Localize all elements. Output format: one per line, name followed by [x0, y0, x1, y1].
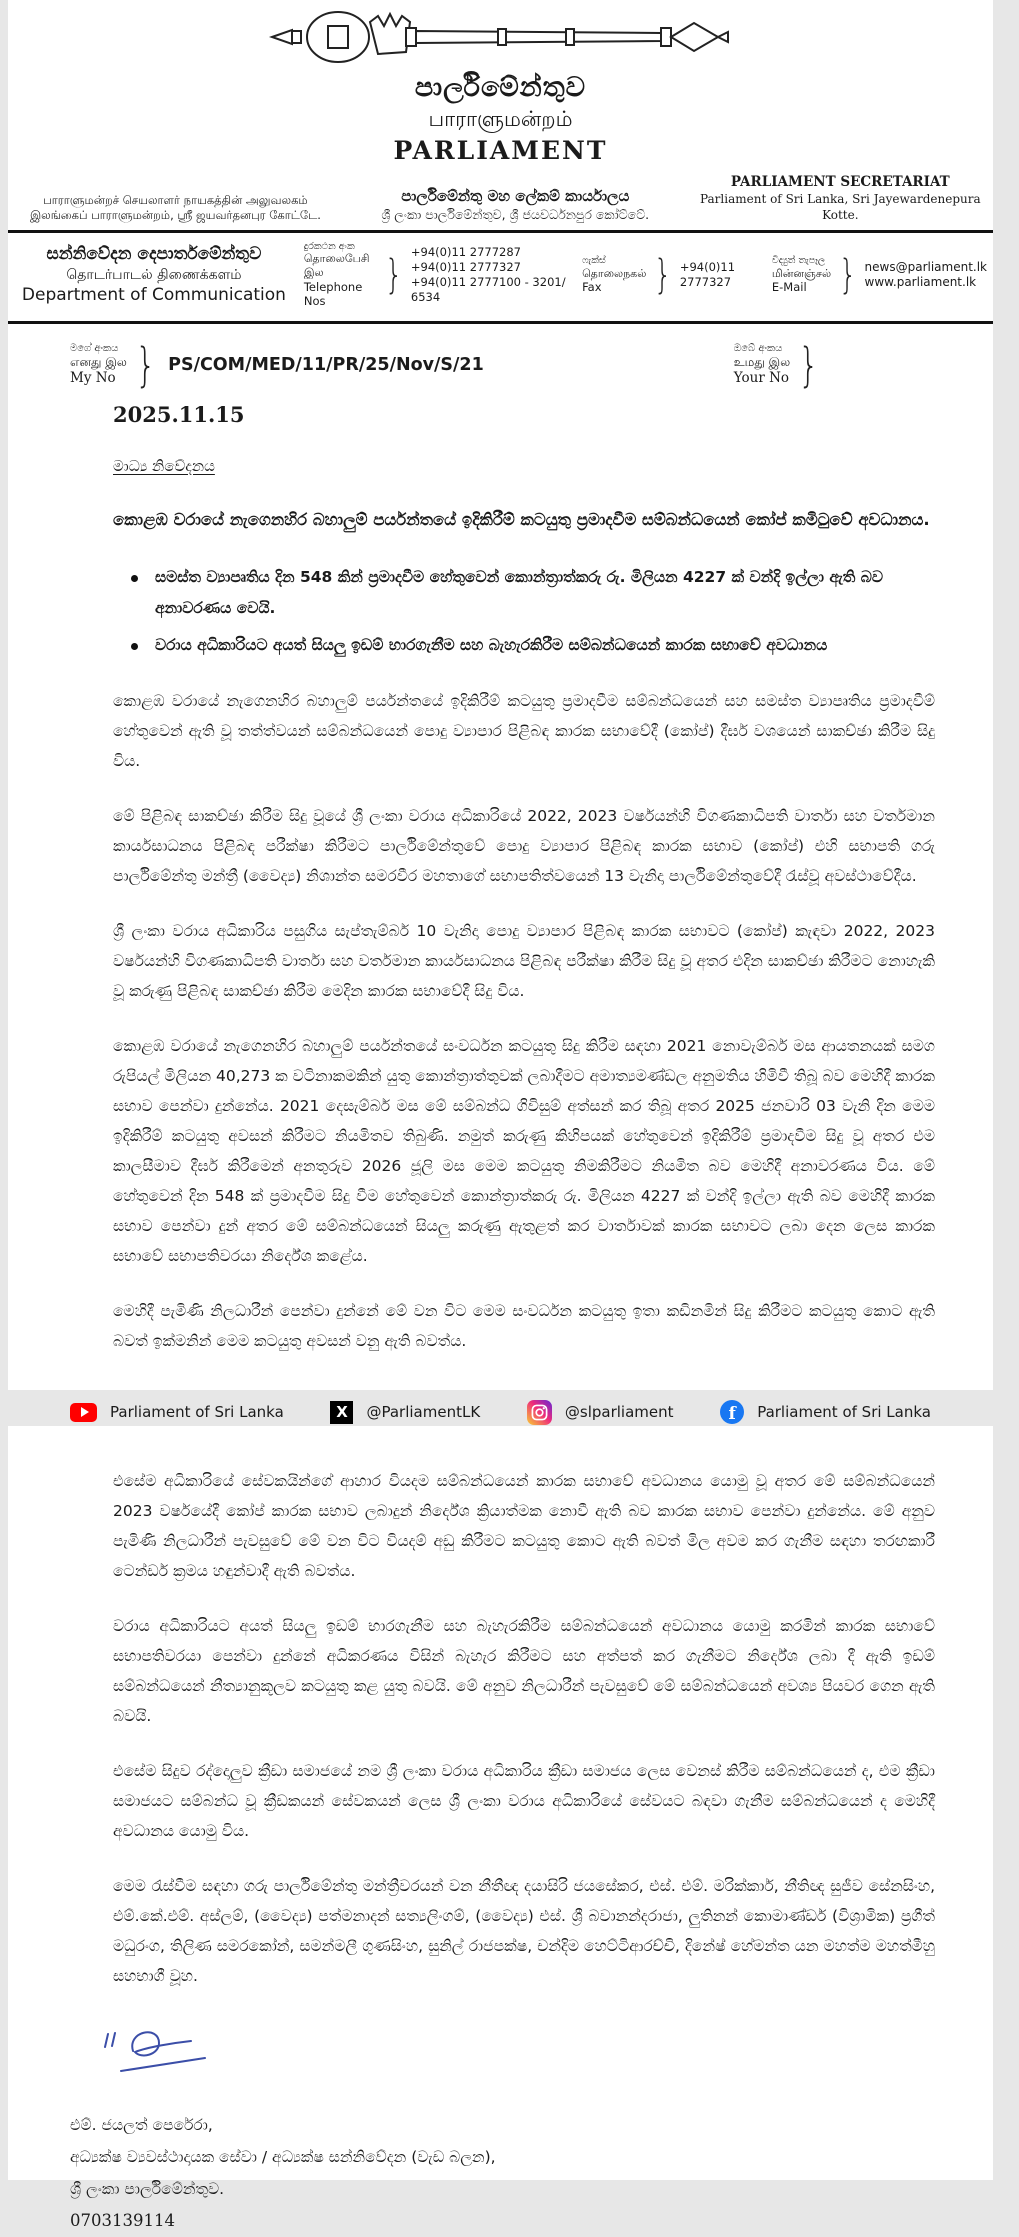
- your-no-label-tamil: உமது இல: [733, 355, 791, 370]
- office-sinhala-line1: පාර්ලිමේන්තු මහ ලේකම් කාර්යාලය: [401, 187, 630, 206]
- my-no-group: [70, 338, 484, 392]
- telephone-number: +94(0)11 2777287: [410, 244, 521, 259]
- department-sinhala: සන්නිවේදන දෙපාර්තමේන්තුව: [46, 244, 262, 265]
- signatory-title: අධ්‍යක්ෂ ව්‍යවස්ථාදායක සේවා / අධ්‍යක්ෂ සන්නිවේදන (වැඩ බලන),: [70, 2148, 496, 2166]
- telephone-block: [304, 241, 566, 309]
- facebook-page: [720, 1400, 931, 1424]
- bullet-item: වරාය අධිකාරියට අයත් සියලු ඉඩම් භාරගැනීම සහ බැහැරකිරීම සම්බන්ධයෙන් කාරක සභාවේ අවධානය: [113, 630, 935, 661]
- telephone-number: +94(0)11 2777327: [410, 259, 521, 274]
- page-1: [8, 0, 993, 1425]
- email-address: news@parliament.lk: [864, 259, 988, 274]
- my-no-label-english: My No: [70, 370, 116, 387]
- email-label-tamil: மின்னஞ்சல்: [771, 266, 832, 280]
- fax-labels: [582, 255, 646, 295]
- brace-glyph: }: [838, 251, 857, 298]
- office-english: [688, 173, 993, 224]
- brace-glyph: }: [135, 337, 156, 392]
- paragraph: වරාය අධිකාරියට අයත් සියලු ඉඩම් භාරගැනීම සහ බැහැරකිරීම සම්බන්ධයෙන් අවධානය යොමු කරමින් කාරක සභාවේ සභාපතිවරයා පෙන්වා දුන්නේ අධිකරණය විසින් බැහැර කිරීමට සහ අත්පත් කර ගැනීමට නිර්දේශ ලබා දී ඇති ඉඩම් සම්බන්ධයෙන් නීත්‍යානුකූලව කටයුතු කළ යුතු බවයි. මේ අනුව නිලධාරීන් පැවසුවේ මේ සම්බන්ධයෙන් අවශ්‍ය පියවර ගෙන ඇති බවයි.: [113, 1617, 935, 1725]
- instagram-icon: [527, 1400, 552, 1425]
- instagram-account: [527, 1400, 674, 1425]
- email-block: [772, 252, 987, 298]
- paragraph: මෙහිදී පැමිණි නිලධාරීන් පෙන්වා දුන්නේ මේ වන විට මෙම සංවර්ධන කටයුතු ඉතා කඩිනමින් සිදු කිරීමට කටයුතු කොට ඇති බවත් ඉක්මනින් මෙම කටයුතු අවසන් වනු ඇති බවත්ය.: [113, 1301, 935, 1350]
- x-label: @ParliamentLK: [366, 1403, 481, 1422]
- office-english-line1: PARLIAMENT SECRETARIAT: [730, 174, 950, 190]
- email-values: [865, 260, 987, 290]
- youtube-channel: [70, 1403, 284, 1422]
- brace-glyph: }: [385, 251, 404, 298]
- my-no-label-sinhala: මගේ අංකය: [70, 342, 119, 354]
- fax-label-english: Fax: [582, 280, 602, 295]
- email-label-sinhala: විද්‍යුත් තැපෑල: [771, 254, 826, 266]
- your-no-label-english: Your No: [733, 370, 790, 387]
- fax-label-sinhala: ෆැක්ස්: [582, 254, 606, 266]
- telephone-number: +94(0)11 2777100 - 3201/ 6534: [410, 274, 566, 304]
- department-english: Department of Communication: [21, 284, 286, 305]
- my-no-label-tamil: எனது இல: [70, 355, 127, 370]
- your-no-label-sinhala: ඔබේ අංකය: [733, 342, 783, 354]
- fax-number: +94(0)11 2777327: [679, 259, 736, 289]
- telephone-label-tamil: தொலைபேசி இல: [303, 252, 370, 280]
- signatory-block: [70, 2109, 993, 2237]
- department-tamil: தொடர்பாடல் திணைக்களம்: [66, 266, 242, 283]
- department-block: [14, 243, 294, 305]
- paragraph: මෙම රැස්වීම සඳහා ගරු පාර්ලිමේන්තු මන්ත්‍රීවරයන් වන නීතීඥ දයාසිරි ජයසේකර, එස්. එම්. මරික්කාර්, නීතිඥ සුජීව සේනසිංහ, එම්.කේ.එම්. අස්ලම්, (වෛද්‍ය) පත්මනාදන් සත්‍යලිංගම්, (වෛද්‍ය) එස්. ශ්‍රී බවානන්දරාජා, ලුතිනන් කොමාණ්ඩර් (විශ්‍රාමික) ප්‍රගීත් මධුරංග, තිලිණ සමරකෝන්, සමන්මලී ගුණසිංහ, සුනිල් රාජපක්ෂ, චන්දිම හෙට්ටිආරච්චි, දිනේෂ් හේමන්ත යන මහත්ම මහත්මීහු සහභාගී වූහ.: [113, 1877, 935, 1985]
- signatory-name: එම්. ජයලත් පෙරේරා,: [70, 2116, 213, 2134]
- youtube-icon: [70, 1403, 97, 1422]
- fax-block: [582, 252, 758, 298]
- office-sinhala-line2: ශ්‍රී ලංකා පාර්ලිමේන්තුව, ශ්‍රී ජයවර්ධනපුර කෝට්ටේ.: [381, 206, 650, 222]
- office-tamil: [8, 193, 343, 224]
- paragraph: මේ පිළිබඳ සාකච්ඡා කිරීම සිදු වූයේ ශ්‍රී ලංකා වරාය අධිකාරියේ 2022, 2023 වර්ෂයන්හි විගණකාධිපති වාර්තා සහ වර්තමාන කාර්යසාධනය පිළිබඳ පරීක්ෂා කිරීමට පාර්ලිමේන්තුවේ පොදු ව්‍යාපාර පිළිබඳ කාරක සභාව (කෝප්) එහි සභාපති ගරු පාර්ලිමේන්තු මන්ත්‍රී (වෛද්‍ය) නිශාන්ත සමරවීර මහතාගේ සභාපතිත්වයෙන් 13 වැනිදා පාර්ලිමේන්තුවේදී රැස්වූ අවස්ථාවේදීය.: [113, 806, 935, 885]
- parliament-mace-icon: [8, 8, 993, 70]
- brace-glyph: }: [798, 337, 820, 392]
- department-contact-row: [8, 233, 993, 315]
- media-release-heading: මාධ්‍ය නිවේදනය: [113, 456, 215, 475]
- bullet-item: සමස්ත ව්‍යාපෘතිය දින 548 කින් ප්‍රමාදවීම හේතුවෙන් කොන්ත්‍රාත්කරු රු. මිලියන 4227 ක් වන්දි ඉල්ලා ඇති බව අනාවරණය වෙයි.: [113, 562, 935, 624]
- instagram-label: @slparliament: [564, 1403, 674, 1422]
- telephone-label-english: Telephone Nos: [303, 279, 363, 309]
- fax-label-tamil: தொலைநகல்: [582, 266, 647, 280]
- paragraph: කොළඹ වරායේ නැගෙනහිර බහාලුම් පර්යන්තයේ සංවර්ධන කටයුතු සිදු කිරීම සඳහා 2021 නොවැම්බර් මස ආයතනයක් සමග රුපියල් මිලියන 40,273 ක වටිනාකමකින් යුතු කොන්ත්‍රාත්තුවක් ලබාදීමට අමාත්‍යමණ්ඩල අනුමතිය හිමිවී තිබූ බව මෙහිදී කාරක සභාව පෙන්වා දුන්නේය. 2021 දෙසැම්බර් මස මේ සම්බන්ධ ගිවිසුම් අත්සන් කර තිබූ අතර 2025 ජනවාරි 03 වැනි දින මෙම ඉදිකිරීම් කටයුතු අවසන් කිරීමට නියමිතව තිබුණි. නමුත් කරුණු කිහිපයක් හේතුවෙන් ඉදිකිරීම් ප්‍රමාදවීම සිදු වූ අතර එම කාලසීමාව දීර්ඝ කිරීමෙන් අනතුරුව 2026 ජූලි මස මෙම කටයුතු නිමකිරීමට නියමිත බව මෙහිදී අනාවරණය විය. මේ හේතුවෙන් දින 548 ක් ප්‍රමාදවීම සිදු වීම හේතුවෙන් කොන්ත්‍රාත්කරු රු. මිලියන 4227 ක් වන්දි ඉල්ලා ඇති බව මෙහිදී කාරක සභාව පෙන්වා දුන් අතර මේ සම්බන්ධයෙන් සියලු කරුණු ඇතුළත් කර වාර්තාවක් කාරක සභාවට ලබා දෙන ලෙස කාරක සභාවේ සභාපතිවරයා නිර්දේශ කළේය.: [113, 1036, 935, 1265]
- parliament-name-english: PARLIAMENT: [393, 136, 608, 165]
- office-tamil-line2: இலங்கைப் பாராளுமன்றம், ஸ்ரீ ஜயவர்தனபுர கோட்டே.: [29, 208, 321, 223]
- highlight-bullets: [113, 562, 935, 661]
- divider-bottom: [8, 321, 993, 324]
- telephone-labels: [304, 241, 378, 309]
- paragraph: එසේම අධිකාරියේ සේවකයින්ගේ ආහාර වියදම සම්බන්ධයෙන් කාරක සභාවේ අවධානය යොමු වූ අතර මේ සම්බන්ධයෙන් 2023 වර්ෂයේදී කෝප් කාරක සභාව ලබාදුන් නිර්දේශ ක්‍රියාත්මක නොවී ඇති බව කාරක සභාව පෙන්වා දුන්නේය. මේ අනුව පැමිණි නිලධාරීන් පැවසුවේ මේ වන විට වියදම් අඩු කිරීමට කටයුතු කොට ඇති බවත් මිල අවම කර ගැනීම සඳහා තරඟකාරී ටෙන්ඩර් ක්‍රමය හඳුන්වාදී ඇති බවත්ය.: [113, 1472, 935, 1580]
- office-sinhala: [343, 186, 688, 223]
- brace-glyph: }: [654, 251, 672, 298]
- page-2: [8, 1426, 993, 2230]
- website-url: www.parliament.lk: [864, 274, 977, 289]
- youtube-label: Parliament of Sri Lanka: [110, 1403, 284, 1422]
- paragraph: එසේම සිදුව රද්දොලුව ක්‍රීඩා සමාජයේ නම ශ්‍රී ලංකා වරාය අධිකාරිය ක්‍රීඩා සමාජය ලෙස වෙනස් කිරීම සම්බන්ධයෙන් ද, එම ක්‍රීඩා සමාජයට සම්බන්ධ වූ ක්‍රීඩකයන් සේවකයන් ලෙස ශ්‍රී ලංකා වරාය අධිකාරියේ සේවයට බඳවා ගැනීම සම්බන්ධයෙන් ද මෙහිදී අවධානය යොමු විය.: [113, 1762, 935, 1840]
- reference-row: [8, 338, 993, 392]
- signatory-organisation: ශ්‍රී ලංකා පාර්ලිමේන්තුව.: [70, 2180, 225, 2198]
- paragraph: ශ්‍රී ලංකා වරාය අධිකාරිය පසුගිය සැප්තැම්බර් 10 වැනිදා පොදු ව්‍යාපාර පිළිබඳ කාරක සභාවට (කෝප්) කැඳවා 2022, 2023 වර්ෂයන්හි විගණකාධිපති වාර්තා සහ වර්තමාන කාර්යසාධනය පිළිබඳ පරීක්ෂා කිරීම සිදු වූ අතර එදින සාකච්ඡා කිරීමට නොහැකි වූ කරුණු පිළිබඳ සාකච්ඡා කිරීම මෙදින කාරක සභාවේදී සිදු විය.: [113, 921, 935, 1000]
- email-labels: [772, 255, 831, 295]
- my-no-value: PS/COM/MED/11/PR/25/Nov/S/21: [168, 354, 484, 375]
- x-account: [330, 1401, 480, 1424]
- facebook-icon: f: [720, 1400, 744, 1424]
- parliament-name-sinhala: පාර්ලිමේන්තුව: [414, 72, 587, 103]
- parliament-name-tamil: பாராளுமன்றம்: [428, 107, 573, 131]
- your-no-labels: [734, 343, 790, 387]
- social-media-row: [70, 1400, 931, 1425]
- facebook-label: Parliament of Sri Lanka: [757, 1403, 931, 1422]
- letter-date: 2025.11.15: [113, 401, 245, 427]
- office-tamil-line1: பாராளுமன்றச் செயலாளர் நாயகத்தின் அலுவலகம்: [43, 192, 308, 207]
- telephone-label-sinhala: දුරකථන අංක: [303, 240, 355, 252]
- telephone-numbers: [411, 245, 566, 305]
- email-label-english: E-Mail: [771, 280, 807, 295]
- signature-ink: [93, 2017, 993, 2091]
- release-body-continued: [113, 1466, 935, 1991]
- release-body: [113, 457, 935, 1356]
- offices-row: [8, 173, 993, 224]
- office-english-line2: Parliament of Sri Lanka, Sri Jayewardenepura Kotte.: [699, 192, 981, 223]
- signatory-phone: 0703139114: [70, 2211, 175, 2230]
- my-no-labels: [70, 343, 127, 387]
- paragraph: කොළඹ වරායේ නැගෙනහිර බහාලුම් පර්යන්තයේ ඉදිකිරීම් කටයුතු ප්‍රමාදවීම සම්බන්ධයෙන් සහ සමස්ත ව්‍යාපෘතිය ප්‍රමාදවීම් හේතුවෙන් ඇති වූ තත්ත්වයන් සම්බන්ධයෙන් පොදු ව්‍යාපාර පිළිබඳ කාරක සභාවේදී (කෝප්) දීර්ඝ වශයෙන් සාකච්ඡා කිරීම සිදු විය.: [113, 691, 935, 770]
- release-title: කොළඹ වරායේ නැගෙනහිර බහාලුම් පර්යන්තයේ ඉදිකිරීම් කටයුතු ප්‍රමාදවීම සම්බන්ධයෙන් කෝප් කමිටුවේ අවධානය.: [113, 509, 930, 529]
- your-no-group: [734, 338, 828, 392]
- x-icon: X: [330, 1401, 353, 1424]
